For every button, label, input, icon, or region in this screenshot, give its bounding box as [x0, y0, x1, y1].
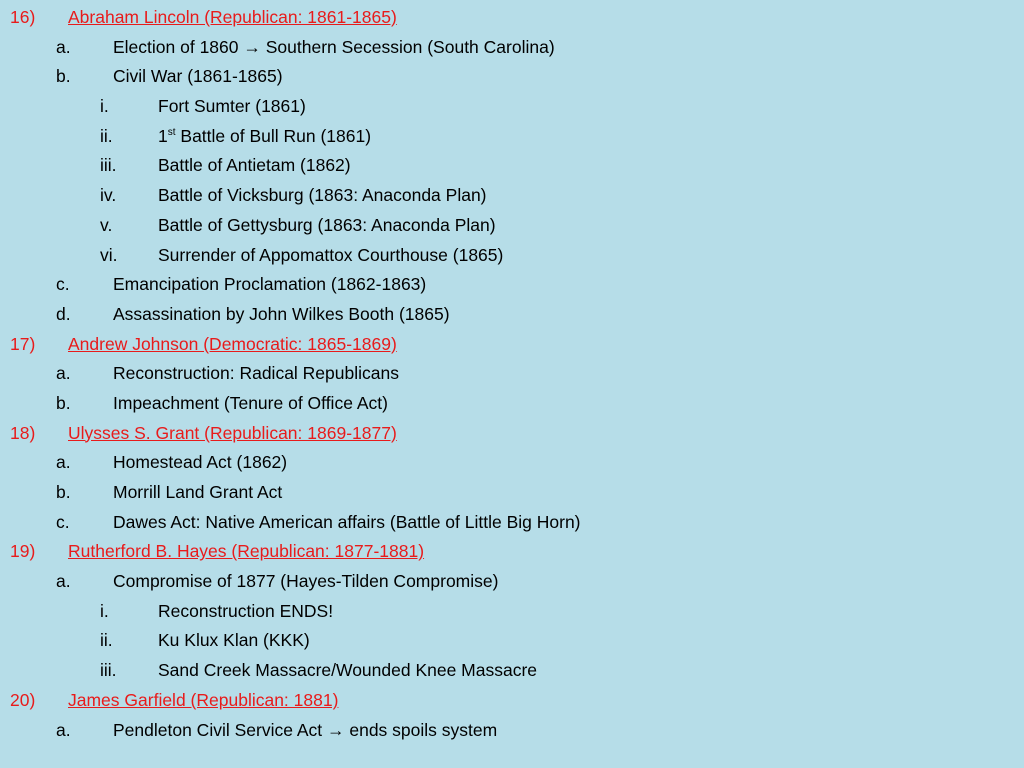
outline-item-text: Battle of Antietam (1862) [158, 155, 351, 176]
list-marker: i. [100, 96, 109, 117]
outline-item [0, 478, 1024, 508]
outline-item [0, 716, 1024, 746]
president-heading: Abraham Lincoln (Republican: 1861-1865) [68, 7, 397, 27]
president-heading-row [0, 330, 1024, 360]
outline-item [0, 300, 1024, 330]
outline-item-text: Assassination by John Wilkes Booth (1865) [113, 303, 450, 324]
outline-item-text: Homestead Act (1862) [113, 452, 288, 473]
list-marker: a. [56, 719, 71, 740]
outline-item [0, 151, 1024, 181]
slide-outline [0, 3, 1024, 745]
ordinal-suffix: st [167, 126, 176, 138]
outline-item-text: Battle of Vicksburg (1863: Anaconda Plan) [158, 185, 487, 206]
outline-item-text: Election of 1860 → Southern Secession (South Carolina) [113, 36, 555, 57]
outline-item-text: Civil War (1861-1865) [113, 66, 283, 87]
list-marker: a. [56, 36, 71, 57]
list-marker: 17) [10, 333, 36, 354]
list-marker: v. [100, 214, 113, 235]
outline-item [0, 211, 1024, 241]
list-marker: 16) [10, 7, 36, 27]
president-heading: Andrew Johnson (Democratic: 1865-1869) [68, 333, 397, 354]
list-marker: c. [56, 511, 70, 532]
list-marker: a. [56, 363, 71, 384]
outline-item [0, 567, 1024, 597]
list-marker: vi. [100, 244, 118, 265]
outline-item-text: Reconstruction: Radical Republicans [113, 363, 399, 384]
outline-item [0, 359, 1024, 389]
list-marker: b. [56, 482, 71, 502]
outline-item [0, 62, 1024, 92]
list-marker: iv. [100, 185, 117, 206]
outline-item [0, 122, 1024, 152]
list-marker: 20) [10, 689, 36, 710]
president-heading-row [0, 537, 1024, 567]
outline-item-text: Morrill Land Grant Act [113, 482, 283, 502]
outline-item-text: Pendleton Civil Service Act → ends spoils system [113, 719, 498, 740]
list-marker: i. [100, 600, 109, 621]
list-marker: 19) [10, 541, 36, 562]
outline-item [0, 508, 1024, 538]
outline-item-text: Compromise of 1877 (Hayes-Tilden Compromise) [113, 571, 499, 592]
president-heading: James Garfield (Republican: 1881) [68, 689, 339, 710]
president-heading-row [0, 419, 1024, 449]
list-marker: c. [56, 274, 70, 295]
outline-item-text: Sand Creek Massacre/Wounded Knee Massacre [158, 660, 538, 681]
outline-item [0, 626, 1024, 656]
outline-item-text [158, 122, 371, 152]
list-marker: iii. [100, 660, 117, 681]
list-marker: a. [56, 452, 71, 473]
outline-item [0, 597, 1024, 627]
outline-item [0, 448, 1024, 478]
outline-item-text: Dawes Act: Native American affairs (Battle of Little Big Horn) [113, 511, 581, 532]
president-heading: Ulysses S. Grant (Republican: 1869-1877) [68, 422, 397, 443]
president-heading: Rutherford B. Hayes (Republican: 1877-1881) [68, 541, 425, 562]
list-marker: b. [56, 66, 71, 87]
outline-item-text: Battle of Gettysburg (1863: Anaconda Plan) [158, 214, 496, 235]
outline-item-text: Fort Sumter (1861) [158, 96, 306, 117]
list-marker: ii. [100, 630, 113, 651]
outline-item-text: Surrender of Appomattox Courthouse (1865) [158, 244, 504, 265]
outline-item [0, 389, 1024, 419]
list-marker: 18) [10, 422, 36, 443]
outline-item-text: Reconstruction ENDS! [158, 600, 334, 621]
list-marker: iii. [100, 155, 117, 176]
list-marker: a. [56, 571, 71, 592]
list-marker: ii. [100, 125, 113, 146]
outline-item-label: Battle of Bull Run (1861) [180, 125, 372, 146]
outline-item-text: Emancipation Proclamation (1862-1863) [113, 274, 427, 295]
outline-item [0, 270, 1024, 300]
outline-item [0, 181, 1024, 211]
ordinal-number: 1 [158, 125, 168, 146]
outline-item [0, 241, 1024, 271]
outline-item-text: Ku Klux Klan (KKK) [158, 630, 310, 651]
outline-item [0, 656, 1024, 686]
list-marker: d. [56, 303, 71, 324]
president-heading-row [0, 3, 1024, 33]
president-heading-row [0, 686, 1024, 716]
outline-item-text: Impeachment (Tenure of Office Act) [113, 392, 388, 413]
outline-item [0, 92, 1024, 122]
list-marker: b. [56, 392, 71, 413]
outline-item [0, 33, 1024, 63]
